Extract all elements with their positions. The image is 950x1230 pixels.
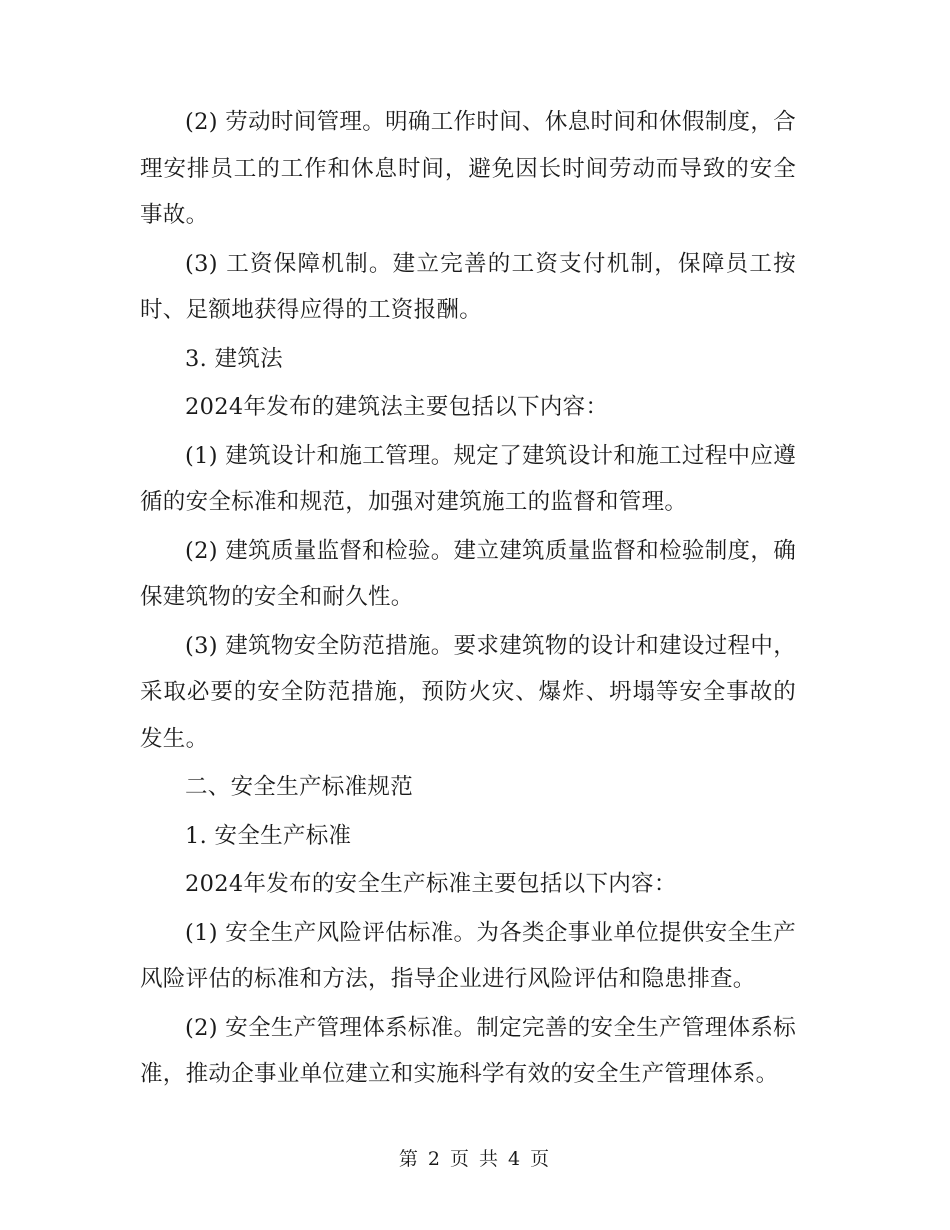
section-heading-safety-standards: 二、安全生产标准规范 bbox=[185, 774, 414, 800]
subsection-heading-safety-standard: 1. 安全生产标准 bbox=[185, 822, 352, 849]
page-footer: 第 2 页 共 4 页 bbox=[398, 1148, 552, 1170]
paragraph-management-system: (2) 安全生产管理体系标准。制定完善的安全生产管理体系标准，推动企事业单位建立和实施科学有效的安全生产管理体系。 bbox=[140, 1014, 796, 1087]
document-body bbox=[140, 99, 796, 1100]
paragraph-labor-time: (2) 劳动时间管理。明确工作时间、休息时间和休假制度，合理安排员工的工作和休息时间，避免因长时间劳动而导致的安全事故。 bbox=[140, 109, 796, 228]
paragraph-risk-assessment: (1) 安全生产风险评估标准。为各类企事业单位提供安全生产风险评估的标准和方法，指导企业进行风险评估和隐患排查。 bbox=[140, 919, 796, 992]
paragraph-safety-standard-intro: 2024年发布的安全生产标准主要包括以下内容： bbox=[185, 871, 677, 897]
section-heading-construction-law: 3. 建筑法 bbox=[185, 345, 283, 372]
paragraph-safety-measures: (3) 建筑物安全防范措施。要求建筑物的设计和建设过程中，采取必要的安全防范措施，预防火灾、爆炸、坍塌等安全事故的发生。 bbox=[140, 632, 796, 752]
paragraph-construction-law-intro: 2024年发布的建筑法主要包括以下内容： bbox=[185, 394, 609, 420]
paragraph-design-construction: (1) 建筑设计和施工管理。规定了建筑设计和施工过程中应遵循的安全标准和规范，加强对建筑施工的监督和管理。 bbox=[140, 442, 796, 515]
paragraph-wage-guarantee: (3) 工资保障机制。建立完善的工资支付机制，保障员工按时、足额地获得应得的工资报酬。 bbox=[140, 250, 796, 323]
paragraph-quality-supervision: (2) 建筑质量监督和检验。建立建筑质量监督和检验制度，确保建筑物的安全和耐久性。 bbox=[140, 537, 796, 610]
